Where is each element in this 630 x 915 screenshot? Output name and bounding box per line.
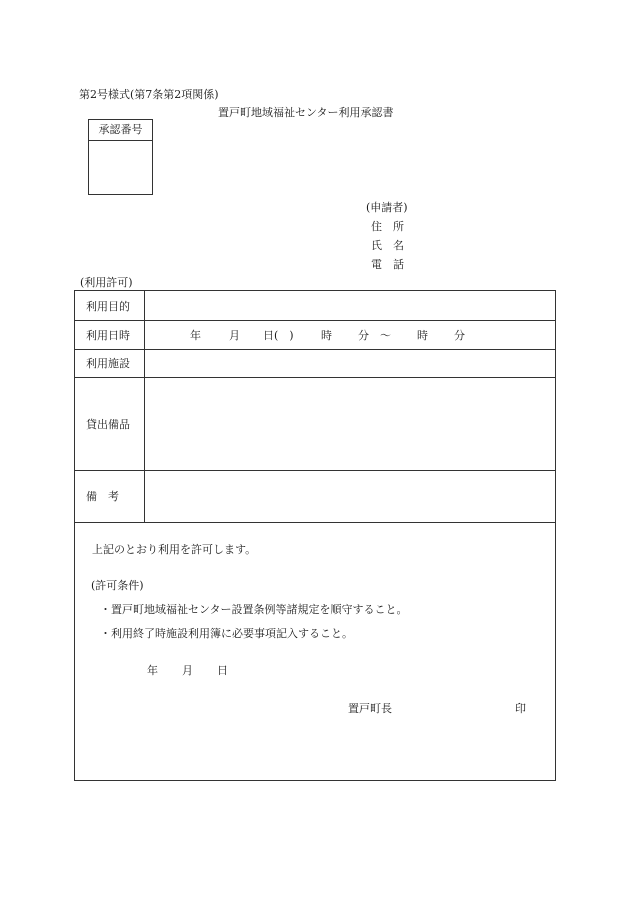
approval-number-label: 承認番号 [89, 120, 152, 141]
datetime-hour-start: 時 [321, 328, 332, 342]
seal-mark: 印 [515, 702, 526, 715]
equipment-field[interactable] [145, 377, 555, 470]
facility-label: 利用施設 [75, 349, 145, 377]
remarks-label: 備 考 [75, 470, 145, 522]
datetime-field[interactable] [145, 320, 555, 349]
purpose-row [75, 291, 555, 321]
equipment-label: 貸出備品 [75, 377, 145, 470]
datetime-month: 月 [229, 328, 240, 342]
issuer-name: 置戸町長 [348, 702, 392, 715]
purpose-label: 利用目的 [75, 291, 145, 320]
approval-section [75, 522, 555, 780]
facility-row [75, 349, 555, 378]
conditions-heading: (許可条件) [91, 579, 144, 592]
datetime-day: 日( ) [263, 328, 294, 342]
approval-number-box [88, 119, 153, 195]
remarks-field[interactable] [145, 470, 555, 522]
condition-item: ・利用終了時施設利用簿に必要事項記入すること。 [100, 627, 353, 640]
datetime-minute-start: 分 [358, 328, 369, 342]
issue-date-day: 日 [217, 664, 228, 677]
remarks-row [75, 470, 555, 523]
approval-statement: 上記のとおり利用を許可します。 [92, 543, 257, 556]
facility-field[interactable] [145, 349, 555, 377]
purpose-field[interactable] [145, 291, 555, 320]
form-number: 第2号様式(第7条第2項関係) [79, 88, 219, 101]
datetime-label: 利用日時 [75, 320, 145, 349]
issue-date-month: 月 [182, 664, 193, 677]
applicant-phone-label: 電 話 [371, 258, 404, 271]
permission-heading: (利用許可) [80, 276, 133, 289]
issue-date-year: 年 [147, 664, 158, 677]
equipment-row [75, 377, 555, 471]
applicant-heading: (申請者) [366, 201, 408, 214]
applicant-address-label: 住 所 [371, 220, 404, 233]
datetime-minute-end: 分 [454, 328, 465, 342]
datetime-hour-end: 時 [417, 328, 428, 342]
datetime-row [75, 320, 555, 350]
condition-item: ・置戸町地域福祉センター設置条例等諸規定を順守すること。 [100, 603, 408, 616]
approval-number-field[interactable] [89, 140, 152, 194]
datetime-year: 年 [190, 328, 201, 342]
datetime-tilde: 〜 [380, 328, 391, 342]
permission-table [74, 290, 556, 781]
document-title: 置戸町地域福祉センター利用承認書 [218, 106, 394, 119]
applicant-name-label: 氏 名 [371, 239, 404, 252]
